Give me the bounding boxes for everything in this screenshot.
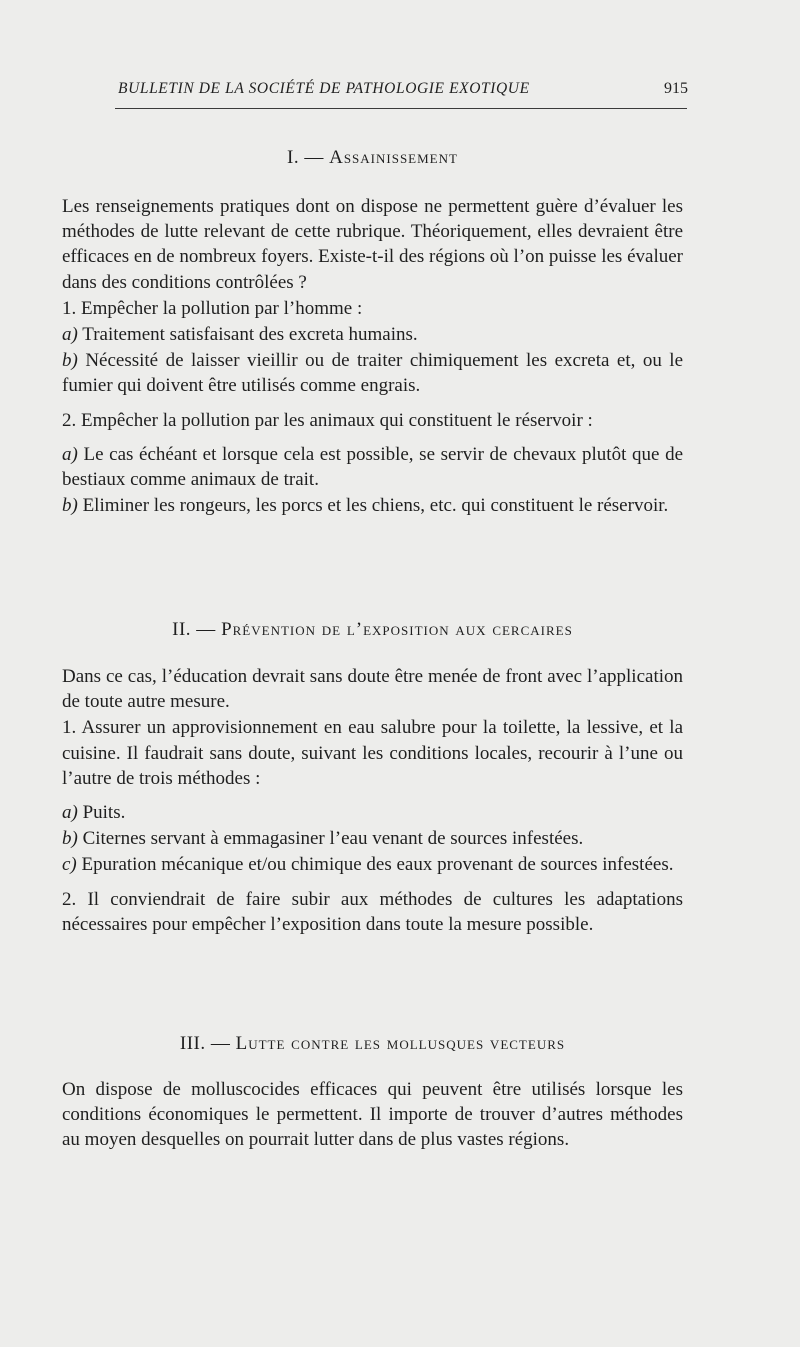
item-label: a): [62, 443, 78, 465]
section-1-intro: Les renseignements pratiques dont on dispose ne permettent guère d’évaluer les méthodes de lutte relevant de cette rubrique. Théoriquement, elles devraient être efficaces en de nombreux foyers. Existe-t-il des régions où l’on puisse les évaluer dans des conditions contrôlées ?: [62, 196, 683, 293]
section-1-item-1a: [62, 322, 683, 347]
item-text: Le cas échéant et lorsque cela est possible, se servir de chevaux plutôt que de bestiaux comme animaux de trait.: [62, 443, 683, 491]
section-1-item-2: 2. Empêcher la pollution par les animaux qui constituent le réservoir :: [62, 409, 593, 431]
item-text: Epuration mécanique et/ou chimique des eaux provenant de sources infestées.: [81, 854, 674, 876]
item-text: Eliminer les rongeurs, les porcs et les chiens, etc. qui constituent le réservoir.: [82, 495, 669, 517]
section-3-heading: [62, 1033, 683, 1055]
section-2-intro: Dans ce cas, l’éducation devrait sans doute être menée de front avec l’application de toute autre mesure.: [62, 666, 683, 713]
section-2-item-2: 2. Il conviendrait de faire subir aux méthodes de cultures les adaptations nécessaires pour empêcher l’exposition dans toute la mesure possible.: [62, 888, 683, 935]
section-2-body: [62, 664, 683, 937]
running-header: [118, 80, 688, 98]
section-2-item-1a: [62, 800, 683, 825]
item-text: Nécessité de laisser vieillir ou de traiter chimiquement les excreta et, ou le fumier qui doivent être utilisés comme engrais.: [62, 350, 684, 397]
running-title: BULLETIN DE LA SOCIÉTÉ DE PATHOLOGIE EXOTIQUE: [118, 80, 530, 97]
section-1-item-1: 1. Empêcher la pollution par l’homme :: [62, 297, 363, 319]
section-1-numeral: I. —: [287, 147, 324, 168]
item-text: Puits.: [82, 802, 126, 824]
section-2-item-1c: [62, 852, 683, 877]
section-3-body: [62, 1077, 683, 1153]
section-3-title: Lutte contre les mollusques vecteurs: [235, 1033, 566, 1054]
section-3-numeral: III. —: [179, 1033, 231, 1054]
section-2-item-1: 1. Assurer un approvisionnement en eau salubre pour la toilette, la lessive, et la cuisine. Il faudrait sans doute, suivant les conditions locales, recourir à l’une ou l’autre de trois méthodes :: [62, 717, 683, 789]
item-label: c): [62, 854, 77, 876]
section-1-item-1b: [62, 348, 683, 398]
section-3-intro: On dispose de molluscocides efficaces qui peuvent être utilisés lorsque les conditions économiques le permettent. Il importe de trouver d’autres méthodes au moyen desquelles on pourrait lutter dans de plus vastes régions.: [62, 1079, 683, 1151]
item-label: b): [62, 350, 78, 372]
item-text: Citernes servant à emmagasiner l’eau venant de sources infestées.: [82, 828, 584, 850]
section-1-heading: [62, 147, 683, 169]
section-2-item-1b: [62, 826, 683, 851]
section-2-title: Prévention de l’exposition aux cercaires: [221, 619, 573, 640]
section-2-heading: [62, 619, 683, 641]
item-text: Traitement satisfaisant des excreta humains.: [82, 324, 418, 346]
header-rule: [115, 108, 687, 109]
section-1-item-2a: [62, 442, 683, 492]
section-1-body: [62, 194, 683, 518]
page-number: 915: [664, 80, 688, 97]
section-1-item-2b: [62, 493, 683, 518]
item-label: a): [62, 324, 78, 346]
item-label: b): [62, 495, 78, 517]
section-2-numeral: II. —: [172, 619, 216, 640]
item-label: b): [62, 828, 78, 850]
item-label: a): [62, 802, 78, 824]
section-1-title: Assainissement: [329, 147, 458, 168]
